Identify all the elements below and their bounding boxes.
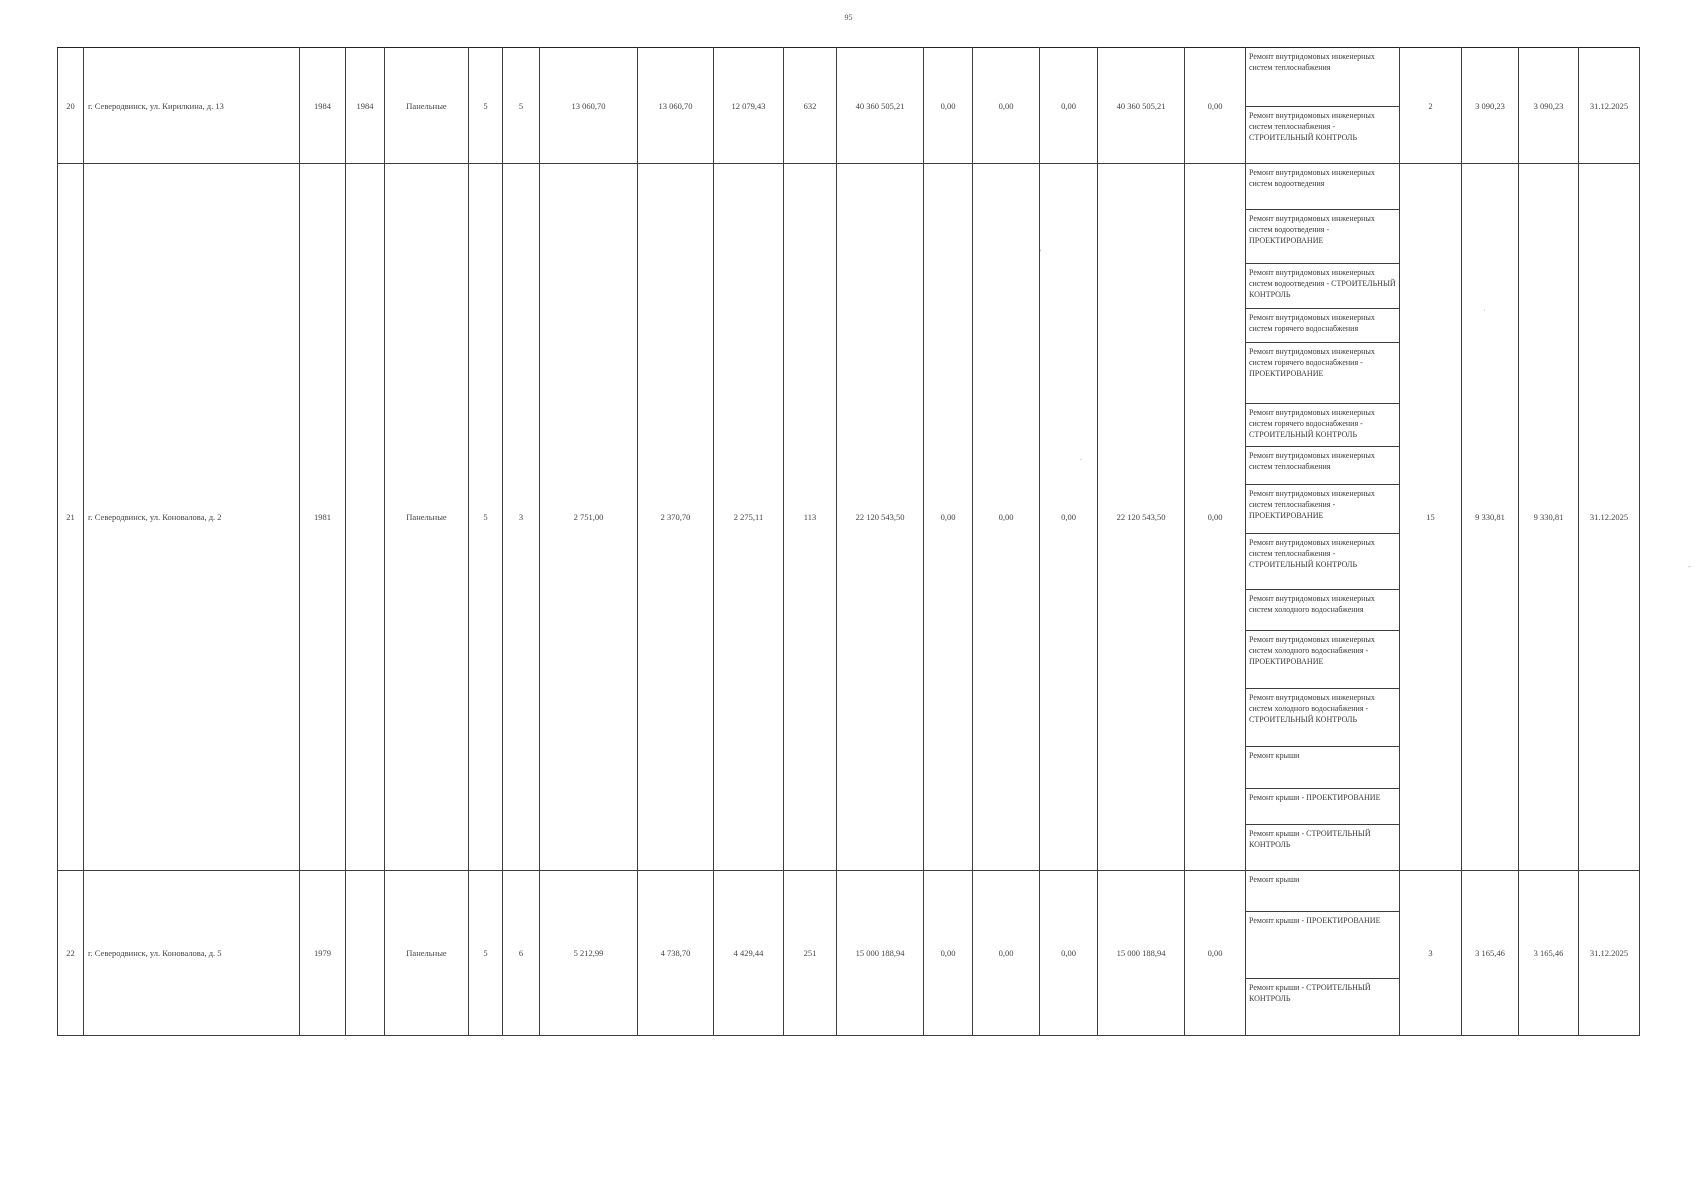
total-area-cell: 13 060,70 <box>540 48 638 164</box>
address-cell: г. Северодвинск, ул. Коновалова, д. 5 <box>84 871 300 1036</box>
work-type-cell: Ремонт внутридомовых инженерных систем горячего водоснабжения - СТРОИТЕЛЬНЫЙ КОНТРОЛЬ <box>1246 404 1400 447</box>
work-type-cell: Ремонт крыши <box>1246 747 1400 789</box>
fund-regional-cell: 0,00 <box>973 48 1040 164</box>
deadline-cell: 31.12.2025 <box>1579 164 1640 871</box>
work-type-cell: Ремонт крыши - СТРОИТЕЛЬНЫЙ КОНТРОЛЬ <box>1246 979 1400 1036</box>
work-type-cell: Ремонт внутридомовых инженерных систем водоотведения - ПРОЕКТИРОВАНИЕ <box>1246 210 1400 264</box>
unit-cost-cell: 9 330,81 <box>1462 164 1519 871</box>
table-row <box>58 164 1640 210</box>
work-type-cell: Ремонт внутридомовых инженерных систем теплоснабжения - ПРОЕКТИРОВАНИЕ <box>1246 485 1400 534</box>
residential-area-cell: 2 275,11 <box>714 164 784 871</box>
wall-material-cell: Панельные <box>385 871 469 1036</box>
address-cell: г. Северодвинск, ул. Кирилкина, д. 13 <box>84 48 300 164</box>
fund-federal-cell: 0,00 <box>924 871 973 1036</box>
fund-federal-cell: 0,00 <box>924 164 973 871</box>
table-row <box>58 871 1640 912</box>
residents-cell: 113 <box>784 164 837 871</box>
fund-regional-cell: 0,00 <box>973 164 1040 871</box>
year-commissioning-cell <box>346 871 385 1036</box>
work-type-cell: Ремонт внутридомовых инженерных систем холодного водоснабжения <box>1246 590 1400 631</box>
residential-area-cell: 4 429,44 <box>714 871 784 1036</box>
work-type-cell: Ремонт внутридомовых инженерных систем холодного водоснабжения - ПРОЕКТИРОВАНИЕ <box>1246 631 1400 689</box>
floors-cell: 5 <box>469 48 503 164</box>
work-count-cell: 2 <box>1400 48 1462 164</box>
work-type-cell: Ремонт крыши - СТРОИТЕЛЬНЫЙ КОНТРОЛЬ <box>1246 825 1400 871</box>
fund-regional-cell: 0,00 <box>973 871 1040 1036</box>
entrances-cell: 6 <box>503 871 540 1036</box>
work-type-cell: Ремонт внутридомовых инженерных систем водоотведения - СТРОИТЕЛЬНЫЙ КОНТРОЛЬ <box>1246 264 1400 309</box>
year-commissioning-cell <box>346 164 385 871</box>
entrances-cell: 3 <box>503 164 540 871</box>
year-built-cell: 1979 <box>300 871 346 1036</box>
work-type-cell: Ремонт внутридомовых инженерных систем водоотведения <box>1246 164 1400 210</box>
work-type-cell: Ремонт внутридомовых инженерных систем горячего водоснабжения <box>1246 309 1400 343</box>
year-built-cell: 1984 <box>300 48 346 164</box>
unit-cost-limit-cell: 3 090,23 <box>1519 48 1579 164</box>
work-type-cell: Ремонт внутридомовых инженерных систем теплоснабжения <box>1246 48 1400 107</box>
work-type-cell: Ремонт крыши <box>1246 871 1400 912</box>
total-area-cell: 2 751,00 <box>540 164 638 871</box>
unit-cost-limit-cell: 9 330,81 <box>1519 164 1579 871</box>
fund-local-cell: 0,00 <box>1040 48 1098 164</box>
entrances-cell: 5 <box>503 48 540 164</box>
residents-cell: 251 <box>784 871 837 1036</box>
floors-cell: 5 <box>469 871 503 1036</box>
cost-total-cell: 22 120 543,50 <box>837 164 924 871</box>
floors-cell: 5 <box>469 164 503 871</box>
work-type-cell: Ремонт внутридомовых инженерных систем горячего водоснабжения - ПРОЕКТИРОВАНИЕ <box>1246 343 1400 404</box>
fund-other-cell: 0,00 <box>1185 164 1246 871</box>
year-built-cell: 1981 <box>300 164 346 871</box>
scan-mark: - <box>1688 562 1691 571</box>
fund-local-cell: 0,00 <box>1040 871 1098 1036</box>
row-number: 20 <box>58 48 84 164</box>
address-cell: г. Северодвинск, ул. Коновалова, д. 2 <box>84 164 300 871</box>
row-number: 22 <box>58 871 84 1036</box>
fund-owners-cell: 40 360 505,21 <box>1098 48 1185 164</box>
capital-repair-table <box>57 47 1640 1036</box>
year-commissioning-cell: 1984 <box>346 48 385 164</box>
work-type-cell: Ремонт крыши - ПРОЕКТИРОВАНИЕ <box>1246 912 1400 979</box>
wall-material-cell: Панельные <box>385 164 469 871</box>
row-number: 21 <box>58 164 84 871</box>
residents-cell: 632 <box>784 48 837 164</box>
fund-owners-cell: 22 120 543,50 <box>1098 164 1185 871</box>
work-type-cell: Ремонт внутридомовых инженерных систем холодного водоснабжения - СТРОИТЕЛЬНЫЙ КОНТРОЛЬ <box>1246 689 1400 747</box>
deadline-cell: 31.12.2025 <box>1579 48 1640 164</box>
work-count-cell: 15 <box>1400 164 1462 871</box>
work-type-cell: Ремонт крыши - ПРОЕКТИРОВАНИЕ <box>1246 789 1400 825</box>
fund-owners-cell: 15 000 188,94 <box>1098 871 1185 1036</box>
work-type-cell: Ремонт внутридомовых инженерных систем теплоснабжения <box>1246 447 1400 485</box>
premises-area-cell: 2 370,70 <box>638 164 714 871</box>
unit-cost-limit-cell: 3 165,46 <box>1519 871 1579 1036</box>
table-row <box>58 48 1640 107</box>
scan-mark: ' <box>1040 248 1042 257</box>
wall-material-cell: Панельные <box>385 48 469 164</box>
work-count-cell: 3 <box>1400 871 1462 1036</box>
scan-mark: . <box>1080 453 1082 462</box>
fund-federal-cell: 0,00 <box>924 48 973 164</box>
work-type-cell: Ремонт внутридомовых инженерных систем теплоснабжения - СТРОИТЕЛЬНЫЙ КОНТРОЛЬ <box>1246 107 1400 164</box>
unit-cost-cell: 3 090,23 <box>1462 48 1519 164</box>
premises-area-cell: 4 738,70 <box>638 871 714 1036</box>
fund-other-cell: 0,00 <box>1185 48 1246 164</box>
deadline-cell: 31.12.2025 <box>1579 871 1640 1036</box>
scan-mark: · <box>1483 306 1486 315</box>
fund-other-cell: 0,00 <box>1185 871 1246 1036</box>
page-number: 95 <box>844 13 853 22</box>
cost-total-cell: 15 000 188,94 <box>837 871 924 1036</box>
premises-area-cell: 13 060,70 <box>638 48 714 164</box>
fund-local-cell: 0,00 <box>1040 164 1098 871</box>
work-type-cell: Ремонт внутридомовых инженерных систем теплоснабжения - СТРОИТЕЛЬНЫЙ КОНТРОЛЬ <box>1246 534 1400 590</box>
residential-area-cell: 12 079,43 <box>714 48 784 164</box>
total-area-cell: 5 212,99 <box>540 871 638 1036</box>
unit-cost-cell: 3 165,46 <box>1462 871 1519 1036</box>
cost-total-cell: 40 360 505,21 <box>837 48 924 164</box>
